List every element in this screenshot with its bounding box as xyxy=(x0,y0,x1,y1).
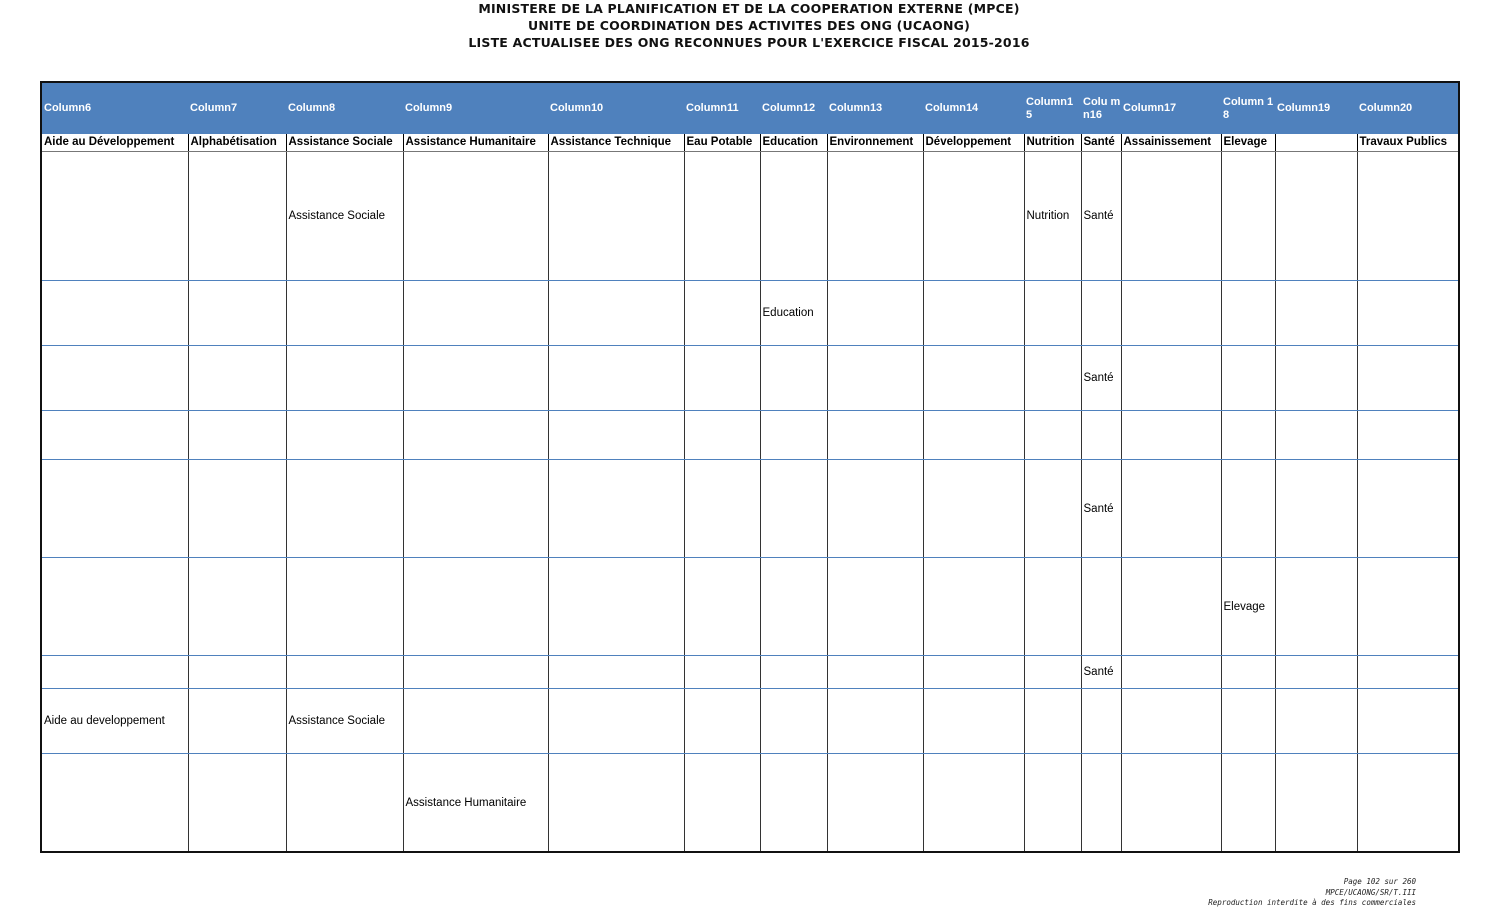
table-cell xyxy=(41,152,188,281)
table-cell xyxy=(923,656,1024,689)
table-row xyxy=(41,152,1459,281)
table-cell xyxy=(1357,346,1459,411)
table-cell xyxy=(1357,411,1459,460)
category-header xyxy=(1275,134,1357,152)
table-cell xyxy=(188,558,286,656)
table-cell xyxy=(1081,411,1121,460)
table-cell xyxy=(1275,460,1357,558)
table-cell xyxy=(684,346,760,411)
table-cell xyxy=(188,346,286,411)
column-header: Column13 xyxy=(827,82,923,134)
table-cell xyxy=(286,754,403,853)
table-cell xyxy=(403,689,548,754)
table-cell xyxy=(684,689,760,754)
table-cell xyxy=(1275,689,1357,754)
page-footer xyxy=(1208,877,1416,909)
table-cell xyxy=(188,656,286,689)
table-cell: Education xyxy=(760,281,827,346)
category-header: Education xyxy=(760,134,827,152)
table-cell xyxy=(684,152,760,281)
table-cell xyxy=(684,281,760,346)
table-cell xyxy=(923,152,1024,281)
table-cell xyxy=(923,460,1024,558)
category-header: Santé xyxy=(1081,134,1121,152)
document-header xyxy=(0,0,1498,51)
table-cell xyxy=(760,754,827,853)
category-row xyxy=(41,134,1459,152)
table-cell xyxy=(1275,152,1357,281)
table-cell xyxy=(1024,346,1081,411)
table-cell xyxy=(1357,558,1459,656)
table-cell xyxy=(684,411,760,460)
table-cell xyxy=(827,411,923,460)
table-row xyxy=(41,460,1459,558)
table-cell xyxy=(1357,689,1459,754)
table-cell xyxy=(1221,689,1275,754)
category-header: Travaux Publics xyxy=(1357,134,1459,152)
category-header: Développement xyxy=(923,134,1024,152)
table-cell xyxy=(1275,754,1357,853)
column-header: Column20 xyxy=(1357,82,1459,134)
table-cell xyxy=(1121,558,1221,656)
table-cell xyxy=(684,754,760,853)
table-cell xyxy=(923,281,1024,346)
table-cell: Santé xyxy=(1081,346,1121,411)
table-cell xyxy=(41,281,188,346)
table-cell xyxy=(684,656,760,689)
category-header: Environnement xyxy=(827,134,923,152)
category-header: Assistance Humanitaire xyxy=(403,134,548,152)
table-cell xyxy=(1121,346,1221,411)
table-cell xyxy=(286,281,403,346)
table-cell: Assistance Sociale xyxy=(286,689,403,754)
category-header: Assistance Sociale xyxy=(286,134,403,152)
table-cell xyxy=(1024,281,1081,346)
table-cell xyxy=(286,558,403,656)
category-header: Aide au Développement xyxy=(41,134,188,152)
table-cell: Aide au developpement xyxy=(41,689,188,754)
column-header: Column1 5 xyxy=(1024,82,1081,134)
table-cell xyxy=(403,558,548,656)
table-cell xyxy=(1221,754,1275,853)
table-cell xyxy=(1275,346,1357,411)
table-cell xyxy=(188,281,286,346)
table-cell xyxy=(403,411,548,460)
category-header: Nutrition xyxy=(1024,134,1081,152)
header-list-title: LISTE ACTUALISEE DES ONG RECONNUES POUR L'EXERCICE FISCAL 2015-2016 xyxy=(468,35,1030,50)
table-cell: Nutrition xyxy=(1024,152,1081,281)
table-cell xyxy=(923,346,1024,411)
column-header: Column7 xyxy=(188,82,286,134)
table-row xyxy=(41,754,1459,853)
table-cell xyxy=(1221,411,1275,460)
table-cell xyxy=(403,656,548,689)
table-cell xyxy=(286,346,403,411)
table-cell: Santé xyxy=(1081,656,1121,689)
table-cell xyxy=(1221,460,1275,558)
table-cell xyxy=(1024,558,1081,656)
table-cell xyxy=(1357,281,1459,346)
table-cell xyxy=(827,346,923,411)
table-cell xyxy=(548,346,684,411)
reproduction-notice: Reproduction interdite à des fins commerciales xyxy=(1208,898,1416,907)
table-cell xyxy=(548,689,684,754)
table-cell xyxy=(827,281,923,346)
table-cell xyxy=(1121,281,1221,346)
table-cell xyxy=(827,558,923,656)
table-cell xyxy=(548,411,684,460)
column-header: Column8 xyxy=(286,82,403,134)
table-cell xyxy=(1357,656,1459,689)
table-cell xyxy=(1357,754,1459,853)
table-cell xyxy=(760,558,827,656)
table-cell xyxy=(1357,460,1459,558)
page-number: Page 102 sur 260 xyxy=(1343,877,1416,886)
table-cell xyxy=(41,754,188,853)
table-cell xyxy=(827,460,923,558)
table-cell xyxy=(1121,411,1221,460)
table-cell xyxy=(548,460,684,558)
category-header: Alphabétisation xyxy=(188,134,286,152)
table-row xyxy=(41,656,1459,689)
table-cell xyxy=(1024,656,1081,689)
table-cell xyxy=(1024,411,1081,460)
table-cell xyxy=(760,152,827,281)
column-header: Column6 xyxy=(41,82,188,134)
column-header: Column 18 xyxy=(1221,82,1275,134)
table-cell xyxy=(923,689,1024,754)
table-cell xyxy=(923,754,1024,853)
table-cell xyxy=(188,460,286,558)
table-cell xyxy=(188,689,286,754)
table-cell xyxy=(827,656,923,689)
table-cell xyxy=(548,656,684,689)
table-cell xyxy=(286,411,403,460)
table-cell xyxy=(41,558,188,656)
table-cell xyxy=(1121,152,1221,281)
document-reference: MPCE/UCAONG/SR/T.III xyxy=(1325,887,1416,897)
table-cell xyxy=(403,346,548,411)
table-cell: Assistance Sociale xyxy=(286,152,403,281)
table-cell xyxy=(1024,689,1081,754)
table-cell xyxy=(1121,460,1221,558)
table-cell xyxy=(1275,558,1357,656)
table-cell xyxy=(1221,656,1275,689)
table-row xyxy=(41,558,1459,656)
table-cell: Elevage xyxy=(1221,558,1275,656)
column-name-row xyxy=(41,82,1459,134)
header-unit: UNITE DE COORDINATION DES ACTIVITES DES ONG (UCAONG) xyxy=(528,18,970,33)
table-cell xyxy=(760,460,827,558)
table-cell: Assistance Humanitaire xyxy=(403,754,548,853)
table-cell xyxy=(1081,558,1121,656)
table-cell xyxy=(923,411,1024,460)
table-cell xyxy=(1357,152,1459,281)
table-cell xyxy=(1024,460,1081,558)
column-header: Column19 xyxy=(1275,82,1357,134)
table-cell xyxy=(1275,411,1357,460)
table-cell: Santé xyxy=(1081,460,1121,558)
table-cell xyxy=(41,656,188,689)
table-cell xyxy=(760,689,827,754)
category-header: Elevage xyxy=(1221,134,1275,152)
table-row xyxy=(41,346,1459,411)
category-header: Assistance Technique xyxy=(548,134,684,152)
table-cell xyxy=(1221,346,1275,411)
table-cell xyxy=(188,754,286,853)
table-cell xyxy=(1081,689,1121,754)
table-cell xyxy=(188,152,286,281)
table-cell xyxy=(684,460,760,558)
table-cell xyxy=(286,656,403,689)
header-ministry: MINISTERE DE LA PLANIFICATION ET DE LA COOPERATION EXTERNE (MPCE) xyxy=(478,1,1020,16)
table-cell xyxy=(1121,754,1221,853)
table-cell xyxy=(41,460,188,558)
table-row xyxy=(41,689,1459,754)
table-cell xyxy=(827,152,923,281)
table-cell xyxy=(760,346,827,411)
table-cell xyxy=(1221,152,1275,281)
table-cell xyxy=(1121,656,1221,689)
table-cell xyxy=(684,558,760,656)
column-header: Column9 xyxy=(403,82,548,134)
column-header: Colu mn16 xyxy=(1081,82,1121,134)
table-body xyxy=(41,152,1459,853)
column-header: Column11 xyxy=(684,82,760,134)
table-cell xyxy=(548,558,684,656)
table-cell xyxy=(1221,281,1275,346)
table-cell xyxy=(548,281,684,346)
table-cell xyxy=(760,411,827,460)
table-cell xyxy=(548,754,684,853)
table-cell xyxy=(403,460,548,558)
table-cell xyxy=(827,689,923,754)
table-cell xyxy=(403,152,548,281)
table-cell xyxy=(827,754,923,853)
table-cell xyxy=(923,558,1024,656)
column-header: Column14 xyxy=(923,82,1024,134)
category-header: Assainissement xyxy=(1121,134,1221,152)
table-row xyxy=(41,411,1459,460)
category-header: Eau Potable xyxy=(684,134,760,152)
table-cell xyxy=(1081,754,1121,853)
table-cell xyxy=(548,152,684,281)
table-cell xyxy=(1275,281,1357,346)
table-cell xyxy=(403,281,548,346)
column-header: Column17 xyxy=(1121,82,1221,134)
table-cell xyxy=(188,411,286,460)
table-cell xyxy=(1275,656,1357,689)
table-cell xyxy=(1121,689,1221,754)
table-cell xyxy=(286,460,403,558)
table-cell xyxy=(41,411,188,460)
ong-table xyxy=(40,81,1460,853)
table-row xyxy=(41,281,1459,346)
table-cell xyxy=(760,656,827,689)
table-cell xyxy=(1081,281,1121,346)
column-header: Column12 xyxy=(760,82,827,134)
column-header: Column10 xyxy=(548,82,684,134)
table-cell xyxy=(1024,754,1081,853)
table-cell xyxy=(41,346,188,411)
table-cell: Santé xyxy=(1081,152,1121,281)
